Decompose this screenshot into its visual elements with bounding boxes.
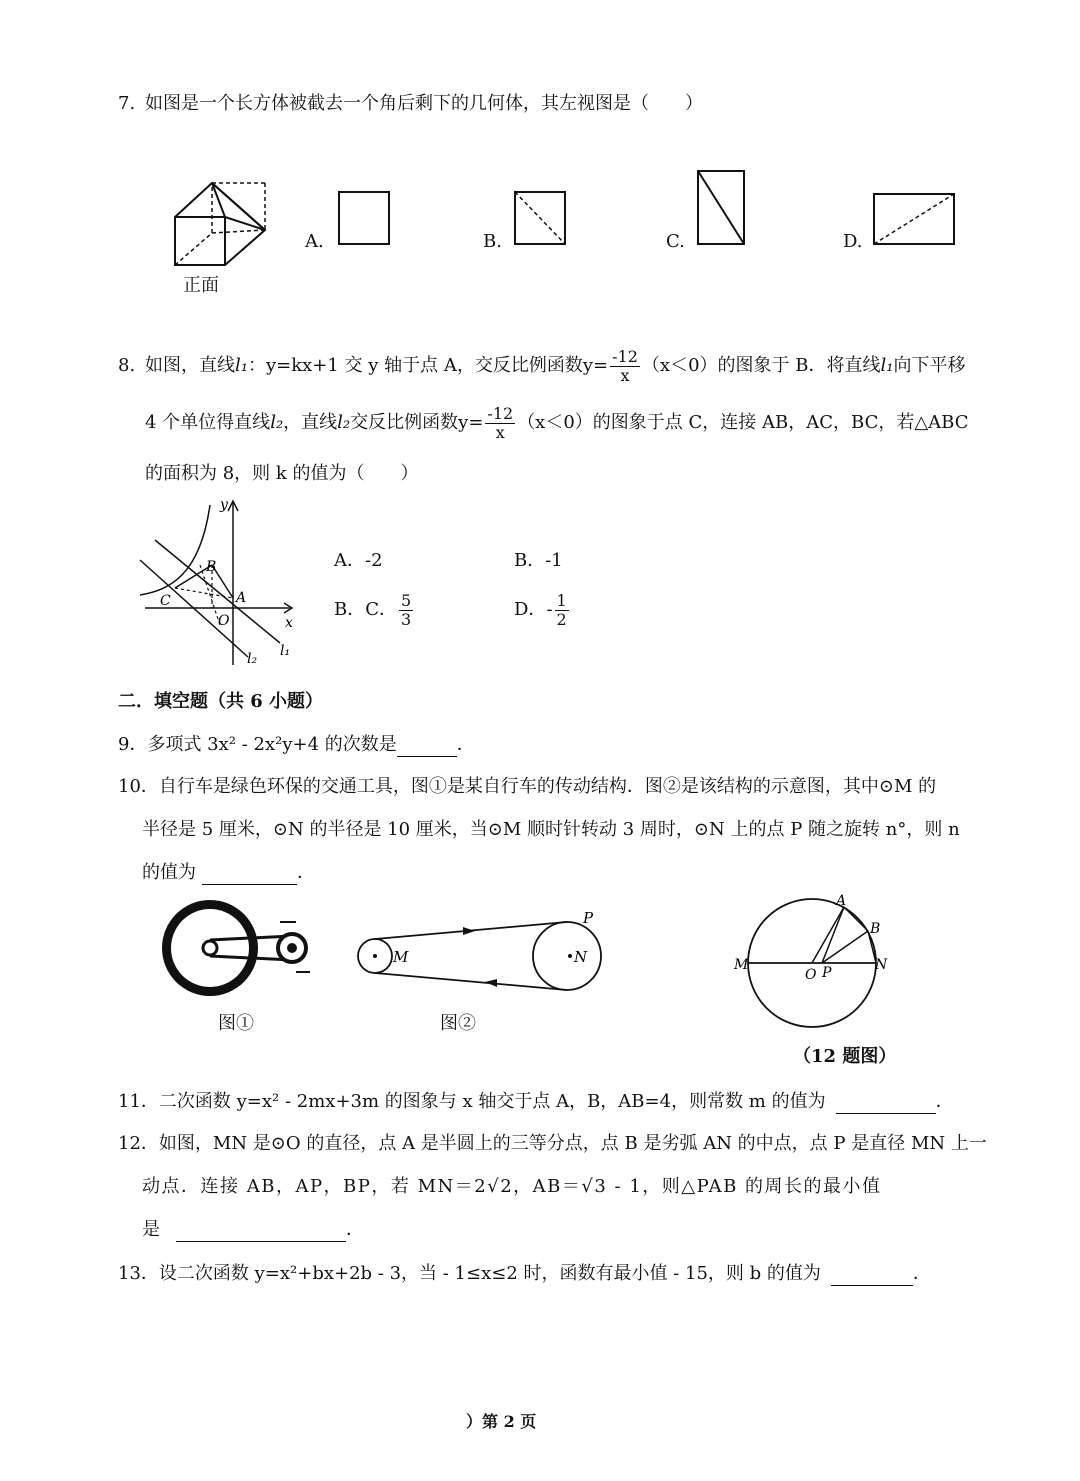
fig12-label-p: P [822,965,832,981]
q9-blank [397,738,457,757]
q10-line-1: 10．自行车是绿色环保的交通工具，图①是某自行车的传动结构．图②是该结构的示意图，其中⊙M 的 [118,776,937,797]
q7-solid-figure [170,175,280,275]
q7-number: 7. [118,93,136,114]
q7-front-label: 正面 [183,275,219,296]
q8-number: 8. [118,355,136,376]
fig2-label-p: P [583,909,594,927]
q12-line-3: 是 ． [142,1219,364,1240]
graph-label-o: O [218,613,230,629]
q13-blank [831,1267,913,1286]
fig12-label-m: M [734,957,749,973]
q12-figure-caption: （12 题图） [793,1046,897,1067]
q8-line-2: 4 个单位得直线l₂，直线l₂交反比例函数y= $\frac{-12}{x}$ （x＜0）的图象于点 C，连接 AB，AC，BC，若△ABC [145,403,969,442]
graph-label-y: y [220,497,228,513]
fig2-label-m: M [393,948,409,966]
q8-line-1: 如图，直线l₁：y=kx+1 交 y 轴于点 A，交反比例函数y= $\frac{-12}{x}$ （x＜0）的图象于 B．将直线l₁向下平移 [145,346,966,385]
q10-blank [202,866,297,885]
q12-line-1: 12．如图，MN 是⊙O 的直径，点 A 是半圆上的三等分点，点 B 是劣弧 AN 的中点，点 P 是直径 MN 上一 [118,1133,987,1154]
q7-option-a-figure [338,191,392,246]
q11: 11．二次函数 y=x² - 2mx+3m 的图象与 x 轴交于点 A，B，AB=4，则常数 m 的值为 ． [118,1091,954,1112]
fig12-label-n: N [875,957,888,973]
q10-figure-1 [160,898,320,1003]
q7-option-d-figure [873,193,957,247]
page-footer: ）第 2 页 [466,1412,537,1431]
q8-option-c: B．C． $\frac{5}{3}$ [334,590,412,629]
q12-line-2: 动点．连接 AB，AP，BP，若 MN＝2√2，AB＝√3 - 1，则△PAB 的周长的最小值 [142,1176,882,1197]
graph-label-c: C [160,593,171,609]
q8-option-a: A．-2 [334,550,383,571]
hyperbola [140,505,210,595]
q7-text: 如图是一个长方体被截去一个角后剩下的几何体，其左视图是（ ） [145,93,703,114]
fig12-label-a: A [836,893,847,909]
q7-option-a-label: A. [305,231,324,252]
q12-figure [730,885,900,1035]
q8-graph [140,495,300,670]
fig12-label-o: O [805,967,817,983]
q8-option-b: B．-1 [514,550,563,571]
q9: 9．多项式 3x² - 2x²y+4 的次数是 ． [118,734,475,755]
q10-figure-2-caption: 图② [440,1013,476,1034]
q8-line-3: 的面积为 8，则 k 的值为（ ） [145,463,419,484]
q10-figure-1-caption: 图① [218,1013,254,1034]
q11-blank [836,1095,936,1114]
q7-option-c-figure [697,170,747,247]
q10-line-2: 半径是 5 厘米，⊙N 的半径是 10 厘米，当⊙M 顺时针转动 3 周时，⊙N 上的点 P 随之旋转 n°，则 n [142,819,960,840]
q7-option-b-label: B. [483,231,502,252]
fig2-label-n: N [574,948,588,966]
q7-option-b-figure [514,191,568,246]
graph-label-a: A [236,590,247,606]
q7-option-c-label: C. [666,231,685,252]
q8-option-d: D．- $\frac{1}{2}$ [514,590,567,629]
q7-option-d-label: D. [843,231,863,252]
q12-blank [176,1223,346,1242]
graph-label-l2: l₂ [247,651,258,667]
section-2-heading: 二．填空题（共 6 小题） [118,691,324,712]
q10-line-3: 的值为 ． [142,862,315,883]
q10-figure-2 [355,908,605,1000]
fig12-label-b: B [870,921,881,937]
graph-label-l1: l₁ [280,643,291,659]
q13: 13．设二次函数 y=x²+bx+2b - 3，当 - 1≤x≤2 时，函数有最小值 - 15，则 b 的值为 ． [118,1263,931,1284]
graph-label-b: B [206,559,217,575]
graph-label-x: x [285,615,293,631]
